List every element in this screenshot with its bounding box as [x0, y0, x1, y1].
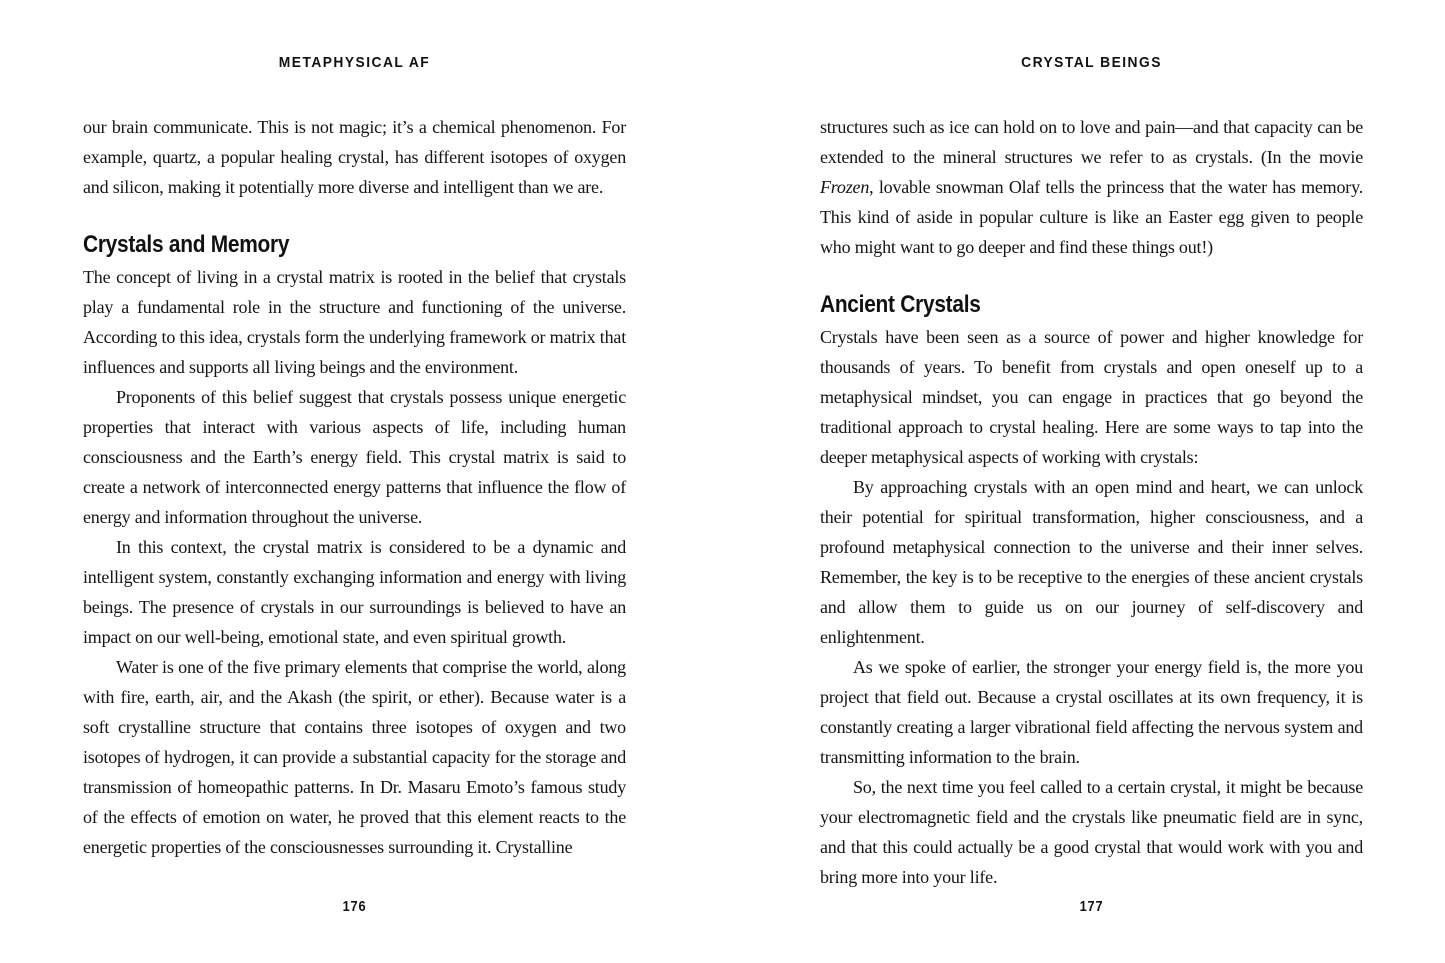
section-heading-ancient-crystals: Ancient Crystals — [820, 291, 981, 318]
running-head-right: CRYSTAL BEINGS — [1021, 54, 1162, 71]
left-page-body — [83, 112, 626, 862]
body-paragraph: Proponents of this belief suggest that crystals possess unique energetic properties that interact with various aspects of life, including human consciousness and the Earth’s energy field. This crystal matrix is said to create a network of interconnected energy patterns that influence the flow of energy and information throughout the universe. — [83, 387, 626, 527]
book-title-frozen: Frozen — [820, 177, 870, 197]
page-number-left: 176 — [342, 898, 367, 915]
body-paragraph: So, the next time you feel called to a certain crystal, it might be because your electromagnetic field and the crystals like pneumatic field are in sync, and that this could actually be a good crystal that would work with you and bring more into your life. — [820, 777, 1363, 887]
right-page — [820, 0, 1363, 963]
section-heading-crystals-and-memory: Crystals and Memory — [83, 231, 290, 258]
text-run: structures such as ice can hold on to love and pain—and that capacity can be extended to the mineral structures we refer to as crystals. (In the movie — [820, 117, 1363, 167]
body-paragraph: In this context, the crystal matrix is considered to be a dynamic and intelligent system, constantly exchanging information and energy with living beings. The presence of crystals in our surroundings is believed to have an impact on our well-being, emotional state, and even spiritual growth. — [83, 537, 626, 647]
body-paragraph: Water is one of the five primary elements that comprise the world, along with fire, earth, air, and the Akash (the spirit, or ether). Because water is a soft crystalline structure that contains three isotopes of oxygen and two isotopes of hydrogen, it can provide a substantial capacity for the storage and transmission of homeopathic patterns. In Dr. Masaru Emoto’s famous study of the effects of emotion on water, he proved that this element reacts to the energetic properties of the consciousnesses surrounding it. Crystalline — [83, 657, 626, 857]
right-page-body — [820, 112, 1363, 892]
body-paragraph: The concept of living in a crystal matrix is rooted in the belief that crystals play a fundamental role in the structure and functioning of the universe. According to this idea, crystals form the underlying framework or matrix that influences and supports all living beings and the environment. — [83, 267, 626, 377]
page-number-right: 177 — [1079, 898, 1104, 915]
body-paragraph: As we spoke of earlier, the stronger your energy field is, the more you project that field out. Because a crystal oscillates at its own frequency, it is constantly creating a larger vibrational field affecting the nervous system and transmitting information to the brain. — [820, 657, 1363, 767]
left-page — [83, 0, 626, 963]
paragraph-continued-from-previous: our brain communicate. This is not magic; it’s a chemical phenomenon. For example, quartz, a popular healing crystal, has different isotopes of oxygen and silicon, making it potentially more diverse and intelligent than we are. — [83, 117, 626, 197]
paragraph-continued-from-previous — [820, 112, 1363, 262]
body-paragraph: By approaching crystals with an open mind and heart, we can unlock their potential for spiritual transformation, higher consciousness, and a profound metaphysical connection to the universe and their inner selves. Remember, the key is to be receptive to the energies of these ancient crystals and allow them to guide us on our journey of self-discovery and enlightenment. — [820, 477, 1363, 647]
text-run: , lovable snowman Olaf tells the princess that the water has memory. This kind of aside in popular culture is like an Easter egg given to people who might want to go deeper and find these things out!) — [820, 177, 1363, 257]
running-head-left: METAPHYSICAL AF — [278, 54, 431, 71]
body-paragraph: Crystals have been seen as a source of power and higher knowledge for thousands of years. To benefit from crystals and open oneself up to a metaphysical mindset, you can engage in practices that go beyond the traditional approach to crystal healing. Here are some ways to tap into the deeper metaphysical aspects of working with crystals: — [820, 327, 1363, 467]
